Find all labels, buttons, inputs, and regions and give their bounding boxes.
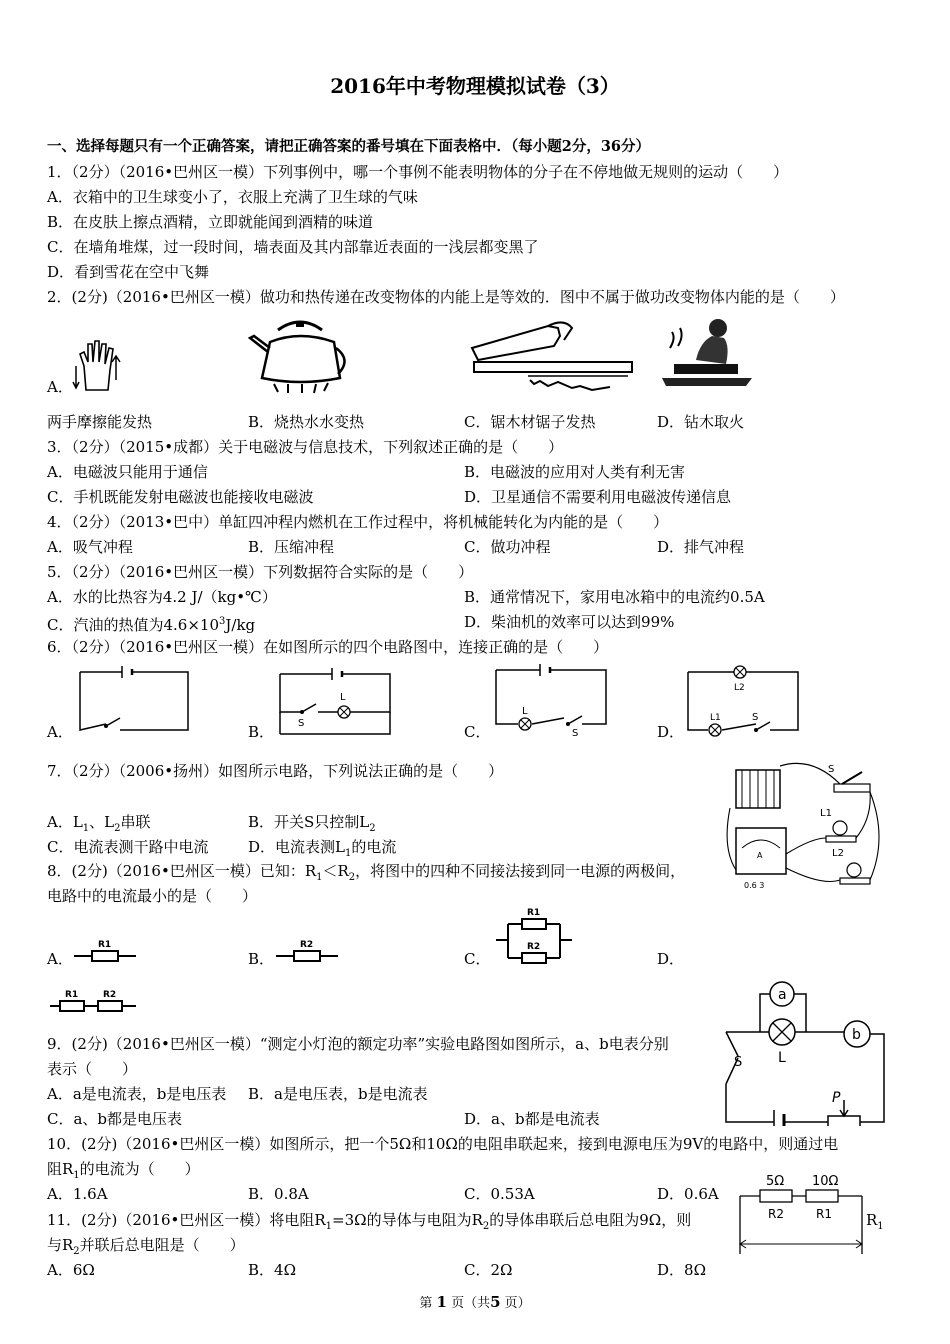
q11-option-b: B．4Ω xyxy=(248,1261,297,1279)
q8-stem-line1: 8．(2分)（2016•巴州区一模）已知：$R_1<R_2$，将图中的四种不同接法接到同一电源的两极间， xyxy=(47,862,686,883)
q10-circuit xyxy=(738,1170,864,1256)
q11-option-a: A．6Ω xyxy=(47,1261,95,1279)
q2-option-c: C．锯木材锯子发热 xyxy=(464,413,596,431)
q10-option-d: D．0.6A xyxy=(657,1185,719,1203)
q5-option-c: C．汽油的热值为$4.6\times 10^3J/kg$ xyxy=(47,616,256,634)
q9-stem-line1: 9．(2分)（2016•巴州区一模）“测定小灯泡的额定功率”实验电路图如图所示，a、b电表分别 xyxy=(47,1035,669,1053)
q9-circuit xyxy=(720,976,890,1126)
q7-option-d: D．电流表测$L_1$的电流 xyxy=(248,838,397,859)
q8-parallel-resistors xyxy=(494,906,574,970)
q8-series-resistors xyxy=(48,986,138,1016)
q6-circuit-a xyxy=(76,664,192,734)
page-title: 2016年中考物理模拟试卷（3） xyxy=(330,74,620,98)
q6-option-c: C． xyxy=(464,723,491,741)
q11-stem-line1: 11．(2分)（2016•巴州区一模）将电阻$R_1=3\Omega$的导体与电阻为$R_2$的导体串联后总电阻为9Ω，则 xyxy=(47,1211,692,1232)
q10-stem-line2: 阻$R_1$的电流为（ ） xyxy=(47,1160,200,1181)
q2-option-a: 两手摩擦能发热 xyxy=(47,413,153,431)
q9-option-d: D．a、b都是电流表 xyxy=(464,1110,600,1128)
q3-stem: 3．（2分）（2015•成都）关于电磁波与信息技术，下列叙述正确的是（ ） xyxy=(47,438,564,456)
q9-b-label: b xyxy=(852,1027,861,1043)
q8d-r2-label: R2 xyxy=(103,990,117,1000)
q1-option-a: A．衣箱中的卫生球变小了，衣服上充满了卫生球的气味 xyxy=(47,188,418,206)
q7-option-b: B．开关S只控制$L_2$ xyxy=(248,813,376,834)
q8-option-d: D． xyxy=(657,950,685,968)
q7-l2-label: L2 xyxy=(832,848,844,859)
q9-a-label: a xyxy=(778,987,787,1003)
q11-stem-tail: $R_1$ xyxy=(866,1211,884,1232)
q6b-s-label: S xyxy=(298,718,305,729)
q4-option-a: A．吸气冲程 xyxy=(47,538,133,556)
q10-option-a: A．1.6A xyxy=(47,1185,108,1203)
drill-wood-figure xyxy=(656,312,756,392)
q8-option-a: A． xyxy=(47,950,73,968)
q7-option-a: A．$L_1$、$L_2$串联 xyxy=(47,813,151,834)
q7-ammeter-label: A xyxy=(757,851,763,860)
q8-resistor-a xyxy=(72,936,138,966)
kettle-figure xyxy=(248,312,353,394)
saw-wood-figure xyxy=(468,318,636,394)
q7-s-label: S xyxy=(828,764,835,775)
q9-option-c: C．a、b都是电压表 xyxy=(47,1110,183,1128)
q10-option-c: C．0.53A xyxy=(464,1185,535,1203)
q6c-l-label: L xyxy=(522,706,528,717)
q6d-l1-label: L1 xyxy=(710,713,721,723)
q9-stem-line2: 表示（ ） xyxy=(47,1060,138,1078)
q9-option-b: B．a是电压表，b是电流表 xyxy=(248,1085,428,1103)
q10-5ohm-label: 5Ω xyxy=(766,1174,785,1189)
q3-option-a: A．电磁波只能用于通信 xyxy=(47,463,208,481)
q6-option-b: B． xyxy=(248,723,275,741)
q2-option-b: B．烧热水水变热 xyxy=(248,413,365,431)
q9-l-label: L xyxy=(778,1050,786,1066)
q6d-l2-label: L2 xyxy=(734,683,745,693)
q7-physical-circuit xyxy=(722,758,890,894)
q1-option-b: B．在皮肤上擦点酒精，立即就能闻到酒精的味道 xyxy=(47,213,374,231)
q9-p-label: P xyxy=(832,1090,841,1106)
q5-option-b: B．通常情况下，家用电冰箱中的电流约0.5A xyxy=(464,588,765,606)
q6b-l-label: L xyxy=(340,692,346,703)
q6-circuit-b xyxy=(276,668,394,736)
page-footer: 第 1 页（共5 页） xyxy=(419,1293,531,1311)
q6-circuit-d xyxy=(684,660,802,738)
q8d-r1-label: R1 xyxy=(65,990,79,1000)
q7-stem: 7．（2分）（2006•扬州）如图所示电路，下列说法正确的是（ ） xyxy=(47,762,504,780)
q3-option-b: B．电磁波的应用对人类有利无害 xyxy=(464,463,686,481)
q2-stem: 2．(2分)（2016•巴州区一模）做功和热传递在改变物体的内能上是等效的．图中不属于做功改变物体内能的是（ ） xyxy=(47,288,845,306)
section-heading: 一、选择每题只有一个正确答案，请把正确答案的番号填在下面表格中．（每小题2分，36分） xyxy=(47,138,651,155)
q2-option-d: D．钻木取火 xyxy=(657,413,745,431)
q6-option-a: A． xyxy=(47,723,73,741)
q3-option-c: C．手机既能发射电磁波也能接收电磁波 xyxy=(47,488,314,506)
q6d-s-label: S xyxy=(752,712,759,723)
q2-letter-a: A． xyxy=(47,378,73,396)
q8c-r2-label: R2 xyxy=(527,942,541,952)
q8b-r2-label: R2 xyxy=(300,940,314,950)
q4-option-c: C．做功冲程 xyxy=(464,538,551,556)
q7-option-c: C．电流表测干路中电流 xyxy=(47,838,209,856)
q4-stem: 4．（2分）（2013•巴中）单缸四冲程内燃机在工作过程中，将机械能转化为内能的是（ ） xyxy=(47,513,669,531)
q1-option-d: D．看到雪花在空中飞舞 xyxy=(47,263,210,281)
q7-scale-label: 0.6 3 xyxy=(744,881,765,890)
q9-s-label: S xyxy=(734,1055,743,1070)
q6-option-d: D． xyxy=(657,723,685,741)
q5-option-a: A．水的比热容为4.2 J/（kg•℃） xyxy=(47,588,277,606)
q5-stem: 5．（2分）（2016•巴州区一模）下列数据符合实际的是（ ） xyxy=(47,563,474,581)
q10-r2-label: R2 xyxy=(768,1207,784,1221)
q8a-r1-label: R1 xyxy=(98,940,112,950)
q1-option-c: C．在墙角堆煤，过一段时间，墙表面及其内部靠近表面的一浅层都变黑了 xyxy=(47,238,539,256)
q5-option-d: D．柴油机的效率可以达到99% xyxy=(464,613,675,631)
q4-option-d: D．排气冲程 xyxy=(657,538,745,556)
hands-figure xyxy=(72,336,128,394)
q8-resistor-b xyxy=(274,936,340,966)
q1-stem: 1．（2分）（2016•巴州区一模）下列事例中，哪一个事例不能表明物体的分子在不停地做无规则的运动（ ） xyxy=(47,163,789,181)
q8-stem-line2: 电路中的电流最小的是（ ） xyxy=(47,887,258,905)
q11-stem-line2: 与$R_2$并联后总电阻是（ ） xyxy=(47,1236,245,1257)
q10-option-b: B．0.8A xyxy=(248,1185,309,1203)
q8-option-b: B． xyxy=(248,950,275,968)
q6c-s-label: S xyxy=(572,728,579,736)
q4-option-b: B．压缩冲程 xyxy=(248,538,335,556)
q9-option-a: A．a是电流表，b是电压表 xyxy=(47,1085,227,1103)
q10-r1-label: R1 xyxy=(816,1207,832,1221)
q3-option-d: D．卫星通信不需要利用电磁波传递信息 xyxy=(464,488,732,506)
q8c-r1-label: R1 xyxy=(527,908,541,918)
q11-option-d: D．8Ω xyxy=(657,1261,707,1279)
q10-10ohm-label: 10Ω xyxy=(812,1174,839,1189)
q6-stem: 6．（2分）（2016•巴州区一模）在如图所示的四个电路图中，连接正确的是（ ） xyxy=(47,638,609,656)
q6-circuit-c xyxy=(492,662,610,736)
q7-l1-label: L1 xyxy=(820,808,832,819)
q11-option-c: C．2Ω xyxy=(464,1261,513,1279)
q8-option-c: C． xyxy=(464,950,491,968)
q10-stem-line1: 10．(2分)（2016•巴州区一模）如图所示，把一个5Ω和10Ω的电阻串联起来，接到电源电压为9V的电路中，则通过电 xyxy=(47,1135,839,1153)
